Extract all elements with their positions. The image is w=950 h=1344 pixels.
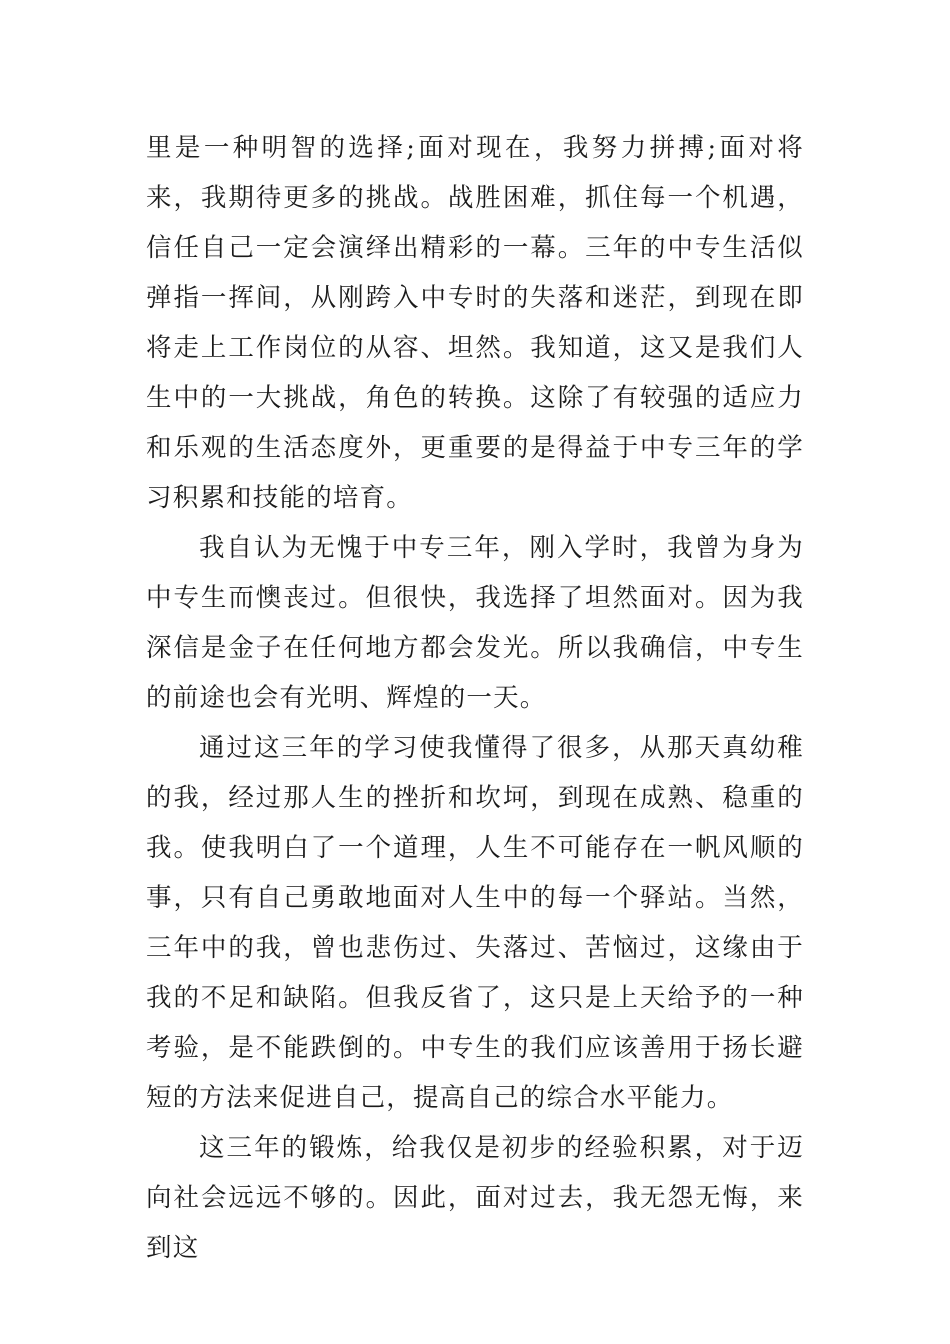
paragraph-2: 我自认为无愧于中专三年，刚入学时，我曾为身为中专生而懊丧过。但很快，我选择了坦然面对。因为我深信是金子在任何地方都会发光。所以我确信，中专生的前途也会有光明、辉煌的一天。 [146, 533, 804, 713]
paragraph-3: 通过这三年的学习使我懂得了很多，从那天真幼稚的我，经过那人生的挫折和坎坷，到现在成熟、稳重的我。使我明白了一个道理，人生不可能存在一帆风顺的事，只有自己勇敢地面对人生中的每一个驿站。当然，三年中的我，曾也悲伤过、失落过、苦恼过，这缘由于我的不足和缺陷。但我反省了，这只是上天给予的一种考验，是不能跌倒的。中专生的我们应该善用于扬长避短的方法来促进自己，提高自己的综合水平能力。 [146, 733, 804, 1113]
paragraph-1: 里是一种明智的选择;面对现在，我努力拼搏;面对将来，我期待更多的挑战。战胜困难，抓住每一个机遇，信任自己一定会演绎出精彩的一幕。三年的中专生活似弹指一挥间，从刚跨入中专时的失落和迷茫，到现在即将走上工作岗位的从容、坦然。我知道，这又是我们人生中的一大挑战，角色的转换。这除了有较强的适应力和乐观的生活态度外，更重要的是得益于中专三年的学习积累和技能的培育。 [146, 133, 804, 513]
paragraph-4: 这三年的锻炼，给我仅是初步的经验积累，对于迈向社会远远不够的。因此，面对过去，我无怨无悔，来到这 [146, 1133, 804, 1263]
document-page [146, 123, 804, 1273]
